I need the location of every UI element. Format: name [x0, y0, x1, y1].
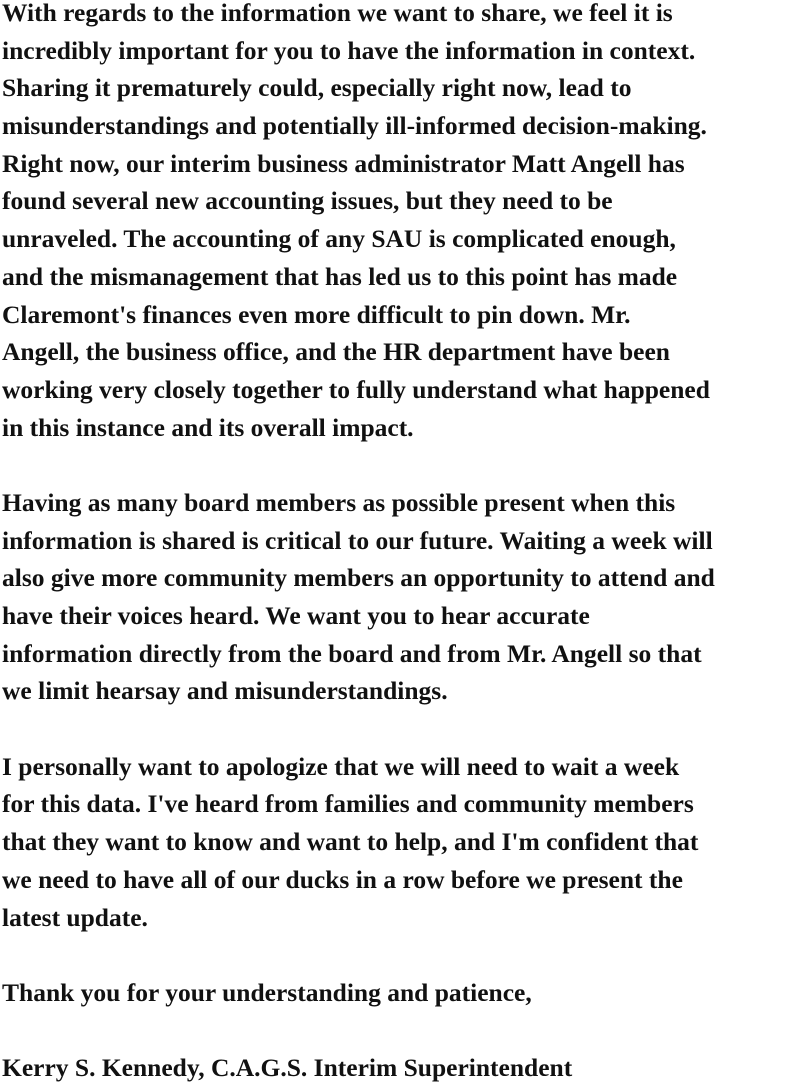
paragraph-spacer — [2, 936, 796, 974]
text-line: for this data. I've heard from families and community members — [2, 789, 694, 819]
text-line: that they want to know and want to help, and I'm confident that — [2, 827, 699, 857]
text-line: working very closely together to fully understand what happened — [2, 374, 710, 404]
text-line: information is shared is critical to our future. Waiting a week will — [2, 525, 713, 555]
text-line: Sharing it prematurely could, especially right now, lead to — [2, 73, 632, 103]
text-line: incredibly important for you to have the information in context. — [2, 35, 696, 65]
text-line: and the mismanagement that has led us to this point has made — [2, 261, 678, 291]
text-line: Angell, the business office, and the HR department have been — [2, 337, 670, 367]
text-line: With regards to the information we want to share, we feel it is — [2, 0, 673, 27]
text-line: unraveled. The accounting of any SAU is complicated enough, — [2, 224, 676, 254]
paragraph-spacer — [2, 1012, 796, 1050]
text-line: Having as many board members as possible present when this — [2, 487, 676, 517]
text-line: misunderstandings and potentially ill-informed decision-making. — [2, 111, 707, 141]
text-line: information directly from the board and from Mr. Angell so that — [2, 638, 702, 668]
text-line: we need to have all of our ducks in a row before we present the — [2, 864, 683, 894]
text-line: latest update. — [2, 902, 148, 932]
closing-line: Thank you for your understanding and patience, — [2, 977, 532, 1007]
text-line: in this instance and its overall impact. — [2, 412, 414, 442]
paragraph-board-members — [2, 484, 796, 710]
signature-line: Kerry S. Kennedy, C.A.G.S. Interim Superintendent — [2, 1053, 573, 1083]
paragraph-apology — [2, 748, 796, 936]
text-line: I personally want to apologize that we will need to wait a week — [2, 751, 680, 781]
paragraph-spacer — [2, 446, 796, 484]
text-line: found several new accounting issues, but they need to be — [2, 186, 613, 216]
paragraph-spacer — [2, 710, 796, 748]
text-line: Claremont's finances even more difficult to pin down. Mr. — [2, 299, 631, 329]
letter-body — [2, 0, 796, 1087]
paragraph-information-context — [2, 0, 796, 446]
text-line: Right now, our interim business administrator Matt Angell has — [2, 148, 685, 178]
text-line: have their voices heard. We want you to hear accurate — [2, 601, 590, 630]
text-line: also give more community members an opportunity to attend and — [2, 563, 715, 593]
text-line: we limit hearsay and misunderstandings. — [2, 676, 448, 706]
